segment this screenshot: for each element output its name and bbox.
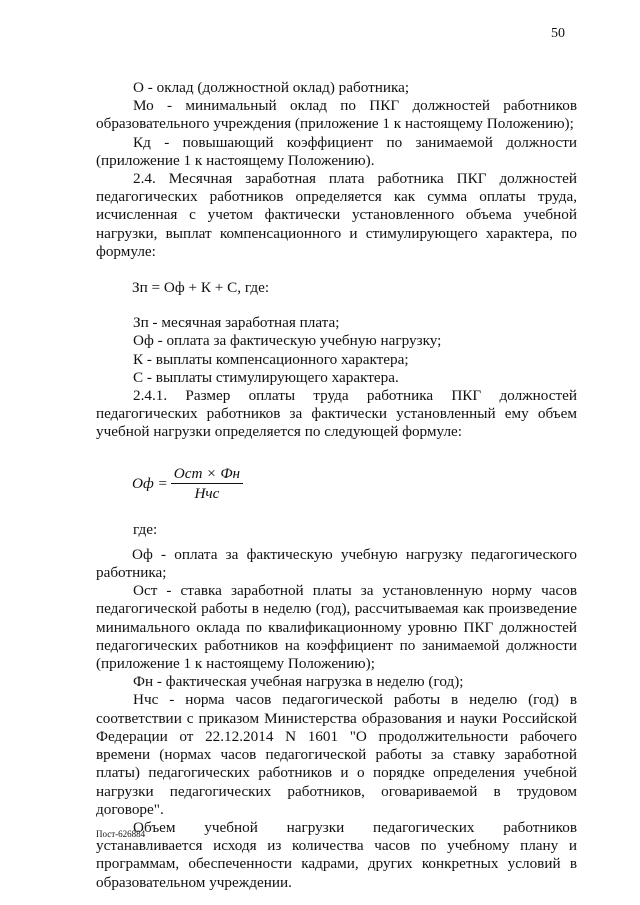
workload-paragraph: Объем учебной нагрузки педагогических работников устанавливается исходя из количества часов по учебному плану и программам, обеспеченности кадрами, других конкретных условий в образовательном учреждении. xyxy=(96,818,577,891)
definition-mo: Мо - минимальный оклад по ПКГ должностей работников образовательного учреждения (приложение 1 к настоящему Положению); xyxy=(96,97,577,133)
document-code: Пост-626884 xyxy=(96,829,146,839)
where-nchs: Нчс - норма часов педагогической работы в неделю (год) в соответствии с приказом Министерства образования и науки Российской Федерации от 22.12.2014 N 1601 "О продолжительности рабочего времени (нормах часов педагогической работы за ставку заработной платы) педагогических работников и о порядке определения учебной нагрузки педагогических работников, оговариваемой в трудовом договоре". xyxy=(96,691,577,818)
definition-kd: Кд - повышающий коэффициент по занимаемой должности (приложение 1 к настоящему Положению). xyxy=(96,133,577,169)
formula-of xyxy=(132,464,577,504)
definition-c: С - выплаты стимулирующего характера. xyxy=(133,368,399,386)
section-2-4-1: 2.4.1. Размер оплаты труда работника ПКГ должностей педагогических работников за фактически установленный ему объем учебной нагрузки определяется по следующей формуле: xyxy=(96,387,577,441)
formula-of-lhs: Оф = xyxy=(132,474,168,492)
document-body xyxy=(96,79,577,892)
definition-o: О - оклад (должностной оклад) работника; xyxy=(133,79,410,96)
formula-of-denominator: Нчс xyxy=(194,485,220,503)
formula-of-fraction xyxy=(171,465,243,502)
where-ost: Ост - ставка заработной платы за установленную норму часов педагогической работы в неделю (год), рассчитываемая как произведение минимального оклада по квалификационному уровню ПКГ должностей педагогических работников на коэффициент по занимаемой должности (приложение 1 к настоящему Положению); xyxy=(96,582,577,673)
where-of: Оф - оплата за фактическую учебную нагрузку педагогического работника; xyxy=(96,545,577,582)
definition-of: Оф - оплата за фактическую учебную нагрузку; xyxy=(133,332,442,350)
where-label: где: xyxy=(133,520,158,538)
formula-of-numerator: Ост × Фн xyxy=(171,465,243,484)
where-fn: Фн - фактическая учебная нагрузка в неделю (год); xyxy=(133,673,464,691)
definition-k: К - выплаты компенсационного характера; xyxy=(133,350,409,368)
formula-zp: Зп = Оф + К + С, где: xyxy=(132,279,270,297)
section-2-4: 2.4. Месячная заработная плата работника ПКГ должностей педагогических работников определяется как сумма оплаты труда, исчисленная с учетом фактически установленного объема учебной нагрузки, выплат компенсационного и стимулирующего характера, по формуле: xyxy=(96,170,577,260)
definition-zp: Зп - месячная заработная плата; xyxy=(133,314,340,332)
page-number: 50 xyxy=(551,26,565,41)
